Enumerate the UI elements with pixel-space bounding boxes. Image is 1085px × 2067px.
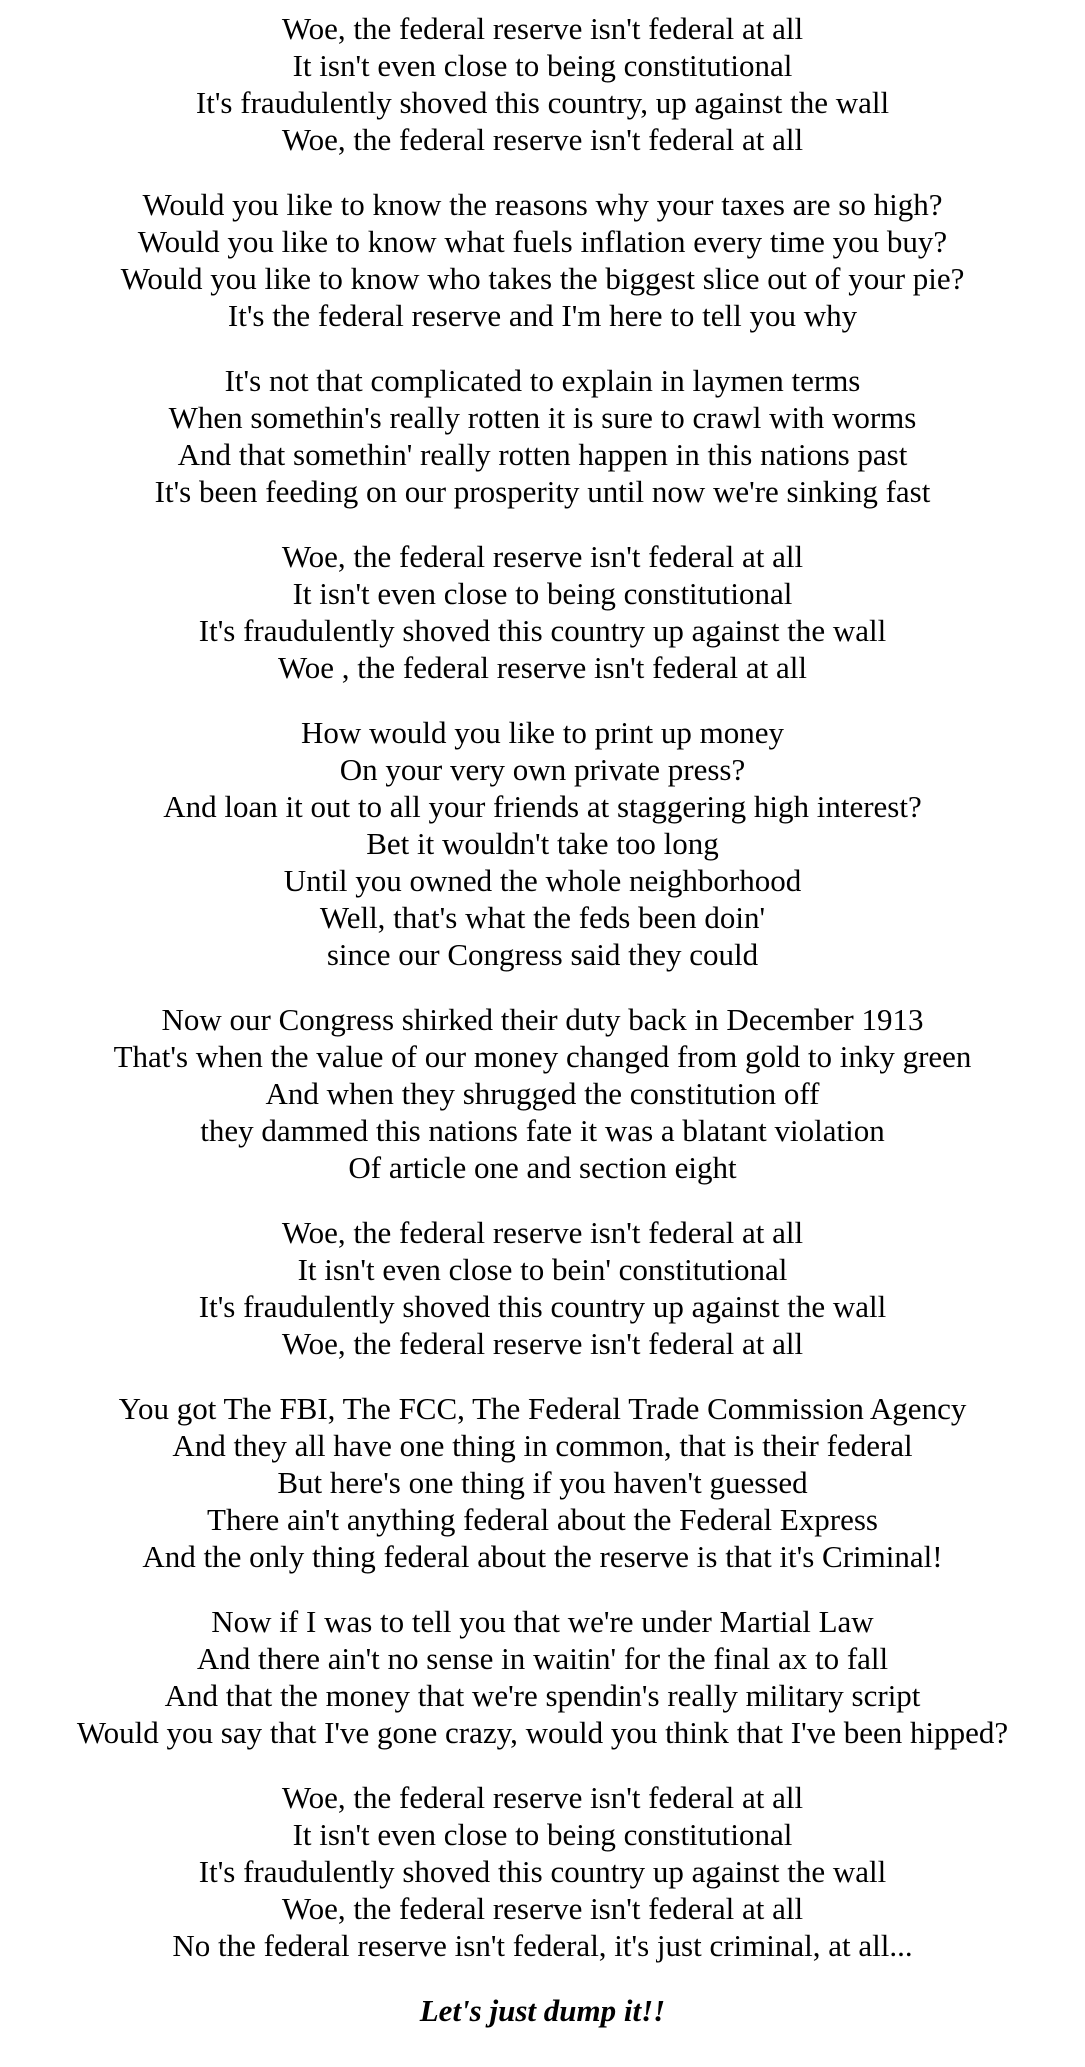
lyric-line: It isn't even close to being constitutional [292,48,793,83]
lyric-line: Would you say that I've gone crazy, would you think that I've been hipped? [76,1715,1009,1750]
lyric-line: Woe, the federal reserve isn't federal at all [281,1326,804,1361]
lyric-line: It's fraudulently shoved this country, up against the wall [195,85,890,120]
lyric-line: It's been feeding on our prosperity until now we're sinking fast [154,474,931,509]
lyric-line: No the federal reserve isn't federal, it's just criminal, at all... [172,1928,913,1963]
lyric-line: It's the federal reserve and I'm here to tell you why [227,298,858,333]
lyric-line: Woe, the federal reserve isn't federal at all [281,11,804,46]
lyric-line: And loan it out to all your friends at staggering high interest? [163,789,922,824]
stanza-9 [0,1603,1085,1751]
lyric-line: When somethin's really rotten it is sure to crawl with worms [168,400,917,435]
lyric-line: And the only thing federal about the reserve is that it's Criminal! [142,1539,943,1574]
lyric-line: Well, that's what the feds been doin' [319,900,766,935]
lyric-line: It isn't even close to being constitutional [292,1817,793,1852]
lyric-line: There ain't anything federal about the Federal Express [207,1502,878,1537]
lyric-line: On your very own private press? [339,752,746,787]
lyric-line: they dammed this nations fate it was a blatant violation [200,1113,885,1148]
lyric-line: Woe, the federal reserve isn't federal at all [281,1780,804,1815]
lyric-line: since our Congress said they could [326,937,759,972]
lyric-line: And there ain't no sense in waitin' for the final ax to fall [196,1641,889,1676]
lyric-line: It's not that complicated to explain in laymen terms [224,363,861,398]
lyric-line: You got The FBI, The FCC, The Federal Trade Commission Agency [118,1391,967,1426]
lyric-line: Bet it wouldn't take too long [366,826,719,861]
lyric-line: Now our Congress shirked their duty back in December 1913 [161,1002,924,1037]
stanza-8 [0,1390,1085,1575]
lyric-line: But here's one thing if you haven't guessed [277,1465,808,1500]
lyric-line: Of article one and section eight [348,1150,737,1185]
lyric-line: And when they shrugged the constitution off [265,1076,820,1111]
lyric-line: How would you like to print up money [300,715,785,750]
stanza-3 [0,362,1085,510]
stanza-2 [0,186,1085,334]
stanza-6 [0,1001,1085,1186]
closing-line: Let's just dump it!! [419,1993,666,2028]
stanza-7 [0,1214,1085,1362]
lyric-line: Woe , the federal reserve isn't federal at all [278,650,807,685]
stanza-5 [0,714,1085,973]
lyric-line: It isn't even close to bein' constitutional [297,1252,788,1287]
stanza-4 [0,538,1085,686]
lyric-line: And that the money that we're spendin's really military script [164,1678,921,1713]
lyric-line: And that somethin' really rotten happen in this nations past [177,437,908,472]
lyric-line: Woe, the federal reserve isn't federal at all [281,539,804,574]
lyric-line: It's fraudulently shoved this country up against the wall [198,613,887,648]
lyric-line: Would you like to know who takes the biggest slice out of your pie? [120,261,965,296]
lyric-line: Woe, the federal reserve isn't federal at all [281,1891,804,1926]
lyric-line: Woe, the federal reserve isn't federal at all [281,122,804,157]
lyric-line: Would you like to know what fuels inflation every time you buy? [137,224,948,259]
stanza-10 [0,1779,1085,1964]
lyric-line: And they all have one thing in common, that is their federal [172,1428,913,1463]
lyric-line: It isn't even close to being constitutional [292,576,793,611]
lyric-line: That's when the value of our money changed from gold to inky green [113,1039,972,1074]
lyric-line: Now if I was to tell you that we're under Martial Law [211,1604,874,1639]
lyric-line: It's fraudulently shoved this country up against the wall [198,1854,887,1889]
lyric-line: It's fraudulently shoved this country up against the wall [198,1289,887,1324]
lyric-line: Would you like to know the reasons why your taxes are so high? [142,187,943,222]
lyric-line: Until you owned the whole neighborhood [283,863,802,898]
lyric-line: Woe, the federal reserve isn't federal at all [281,1215,804,1250]
stanza-1 [0,10,1085,158]
